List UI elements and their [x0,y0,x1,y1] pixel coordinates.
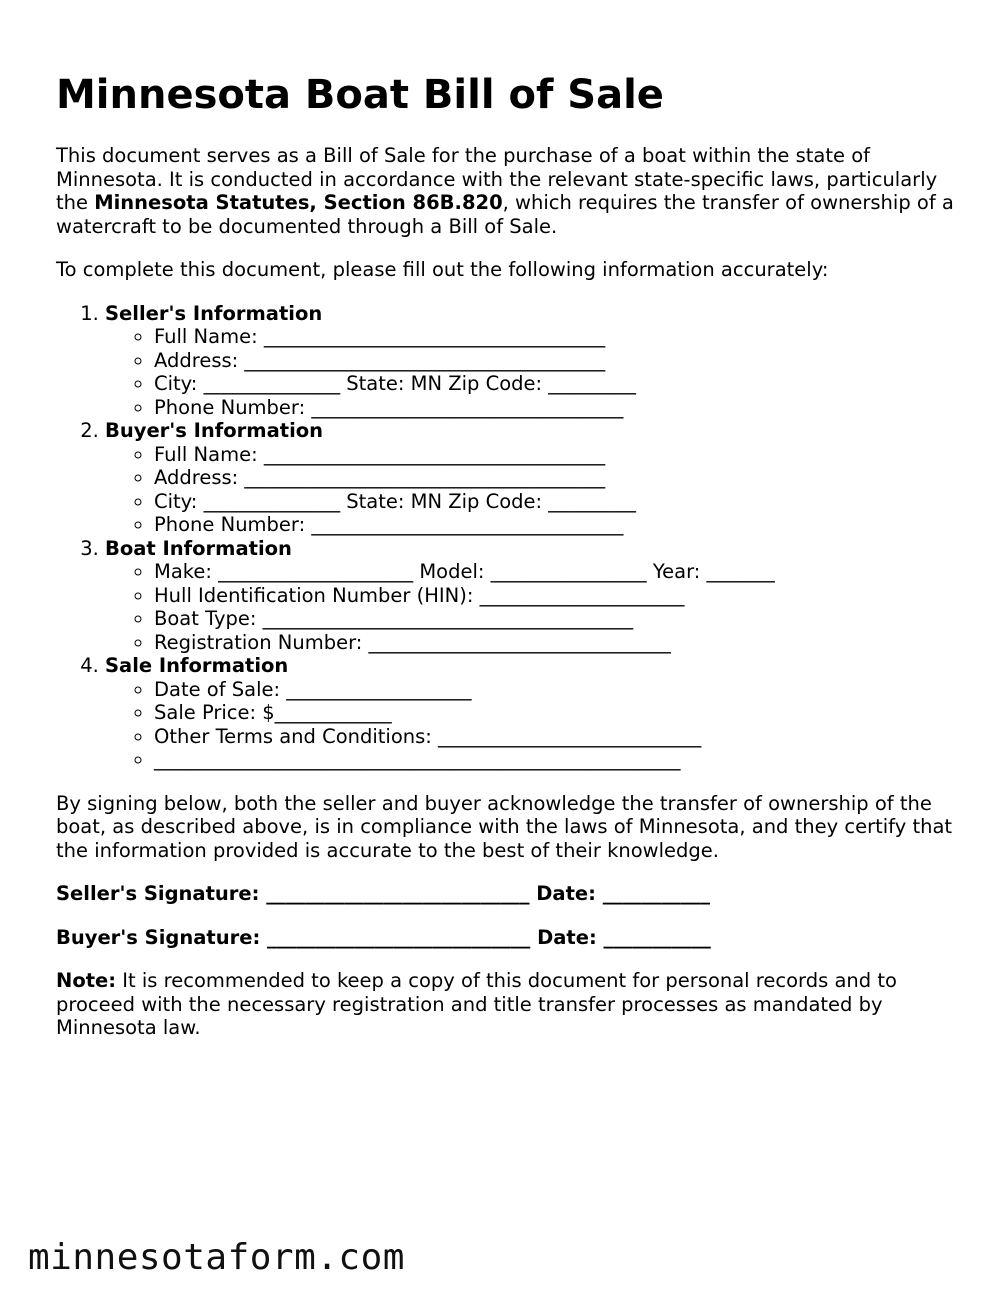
statute-reference: Minnesota Statutes, Section 86B.820 [94,191,503,214]
field-list [105,325,956,419]
seller-city-state-zip-field[interactable]: ◦ City: ______________ State: MN Zip Code: _________ [154,372,956,396]
site-watermark: minnesotaform.com [28,1237,405,1278]
section-title: Boat Information [105,536,292,560]
sale-date-field[interactable]: ◦ Date of Sale: ___________________ [154,678,956,702]
document-page [56,70,956,1060]
intro-paragraph [56,144,956,238]
sale-price-field[interactable]: ◦ Sale Price: $____________ [154,701,956,725]
buyer-city-state-zip-field[interactable]: ◦ City: ______________ State: MN Zip Code: _________ [154,490,956,514]
field-list [105,443,956,537]
section-boat [105,537,956,655]
section-title: Buyer's Information [105,419,324,442]
field-list [105,678,956,772]
note-paragraph [56,969,956,1040]
boat-type-field[interactable]: ◦ Boat Type: ______________________________________ [154,607,956,631]
instructions-text: To complete this document, please fill out the following information accurately: [56,258,829,281]
acknowledgment-paragraph: By signing below, both the seller and buyer acknowledge the transfer of ownership of the boat, as described above, is in compliance with the laws of Minnesota, and they certify that the information provided is accurate to the best of their knowledge. [56,791,953,862]
buyer-address-field[interactable]: ◦ Address: _____________________________________ [154,466,956,490]
sale-terms-field[interactable]: ◦ Other Terms and Conditions: ___________________________ [154,725,956,749]
seller-phone-field[interactable]: ◦ Phone Number: ________________________________ [154,396,956,420]
intro-text-end: , which requires the transfer of ownership of a watercraft to be documented through a Bill of Sale. [56,191,954,238]
buyer-phone-field[interactable]: ◦ Phone Number: ________________________________ [154,513,956,537]
page-title: Minnesota Boat Bill of Sale [56,72,664,118]
section-title: Sale Information [105,654,289,677]
note-label: Note: [56,969,117,992]
seller-address-field[interactable]: ◦ Address: _____________________________________ [154,349,956,373]
seller-full-name-field[interactable]: ◦ Full Name: ___________________________________ [154,325,956,349]
boat-make-model-year-field[interactable]: ◦ Make: ____________________ Model: ________________ Year: _______ [154,560,956,584]
boat-registration-field[interactable]: ◦ Registration Number: _______________________________ [154,631,956,655]
intro-text-start: This document serves as a Bill of Sale for the purchase of a boat within the state of Minnesota. It is conducted in accordance with the relevant state-specific laws, particularly the [56,144,938,214]
section-title: Seller's Information [105,301,323,325]
form-sections [56,302,956,772]
section-seller [105,302,956,420]
seller-signature-line[interactable]: Seller's Signature: ___________________________ Date: ___________ [56,882,710,905]
buyer-signature-line[interactable]: Buyer's Signature: ___________________________ Date: ___________ [56,925,711,949]
field-list [105,560,956,654]
section-sale [105,654,956,772]
sale-terms-extra-field[interactable]: ◦ ______________________________________________________ [154,748,956,772]
buyer-full-name-field[interactable]: ◦ Full Name: ___________________________________ [154,443,956,467]
note-text: It is recommended to keep a copy of this document for personal records and to proceed with the necessary registration and title transfer processes as mandated by Minnesota law. [56,969,897,1039]
boat-hin-field[interactable]: ◦ Hull Identification Number (HIN): _____________________ [154,584,956,608]
section-buyer [105,419,956,537]
